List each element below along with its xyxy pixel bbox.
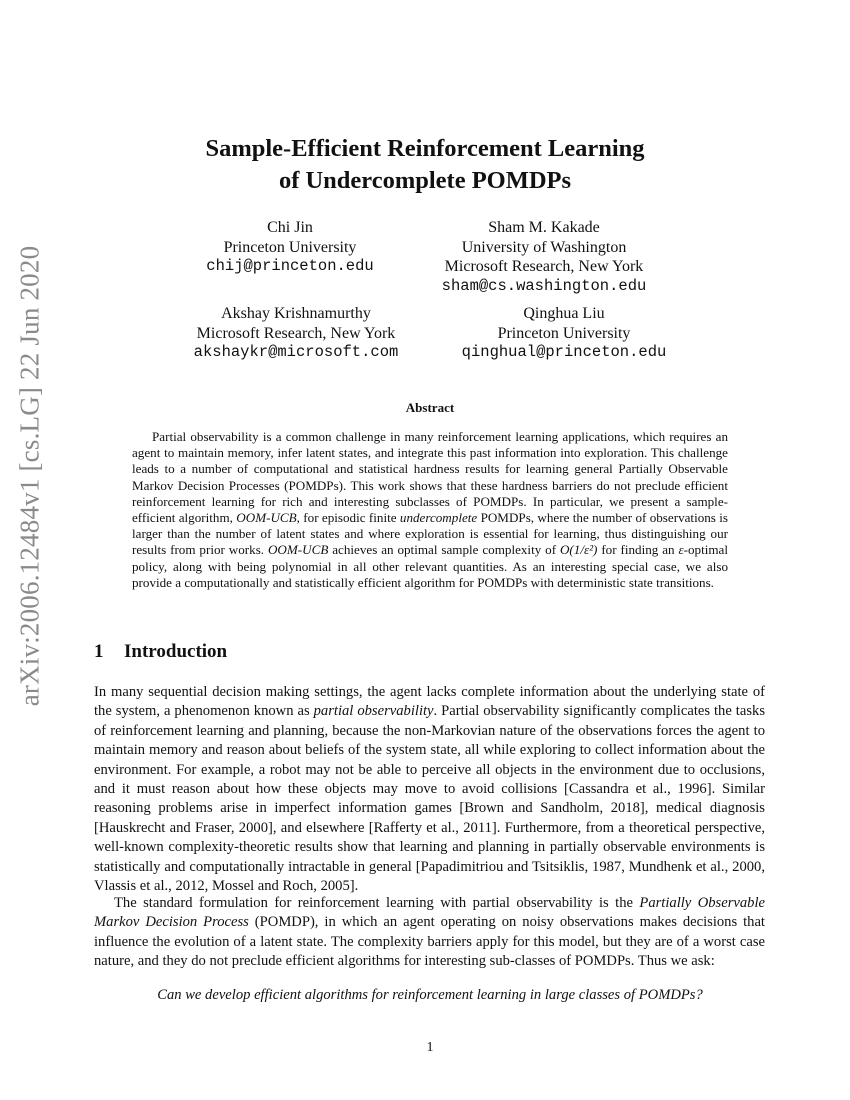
abstract-text: Partial observability is a common challenge in many reinforcement learning applications, which requires an agent to maintain memory, infer latent states, and integrate this past information into exploration. This challenge leads to a number of computational and statistical hardness results for learning general Partially Observable Markov Decision Processes (POMDPs). This work shows that these hardness barriers do not preclude efficient reinforcement learning for rich and interesting subclasses of POMDPs. In particular, we present a sample-efficient algorithm, OOM-UCB, for episodic finite undercomplete POMDPs, where the number of observations is larger than the number of latent states and where exploration is essential for learning, thus distinguishing our results from prior works. OOM-UCB achieves an optimal sample complexity of O(1/ε²) for finding an ε-optimal policy, along with being polynomial in all other relevant quantities. As an interesting special case, we also provide a computationally and statistically efficient algorithm for POMDPs with deterministic state transitions. [132, 429, 729, 590]
author-name: Sham M. Kakade [488, 219, 600, 236]
author-block-1 [190, 218, 390, 277]
title-line-1: Sample-Efficient Reinforcement Learning [205, 135, 645, 162]
author-email: sham@cs.washington.edu [441, 276, 647, 295]
author-affiliation: University of Washington [461, 238, 627, 256]
research-question: Can we develop efficient algorithms for reinforcement learning in large classes of POMDPs? [157, 987, 703, 1003]
intro-paragraph-2: The standard formulation for reinforcement learning with partial observability is the Partially Observable Markov Decision Process (POMDP), in which an agent operating on noisy observations makes decisions that influence the evolution of a latent state. The complexity barriers apply for this model, but they are of a worst case nature, and they do not preclude efficient algorithms for interesting sub-classes of POMDPs. Thus we ask: [94, 895, 765, 970]
author-name: Qinghua Liu [523, 305, 605, 322]
author-affiliation: Princeton University [223, 238, 357, 256]
author-affiliation: Princeton University [497, 324, 631, 342]
author-email: chij@princeton.edu [206, 257, 374, 275]
arxiv-identifier: arXiv:2006.12484v1 [cs.LG] 22 Jun 2020 [14, 245, 45, 707]
section-number: 1 [94, 641, 104, 662]
author-block-3 [166, 304, 426, 363]
section-title: Introduction [124, 641, 228, 662]
author-affiliation: Microsoft Research, New York [444, 258, 644, 275]
author-name: Akshay Krishnamurthy [221, 305, 371, 322]
paper-title [0, 133, 850, 197]
algorithm-name: OOM-UCB [236, 510, 297, 526]
intro-paragraph-1: In many sequential decision making settings, the agent lacks complete information about the underlying state of the system, a phenomenon known as partial observability. Partial observability significantly complicates the tasks of reinforcement learning and planning, because the non-Markovian nature of the observations forces the agent to maintain memory and reason about beliefs of the system state, all while exploring to collect information about the environment. For example, a robot may not be able to perceive all objects in the environment due to occlusions, and it must reason about how these objects may move to avoid collisions [Cassandra et al., 1996]. Similar reasoning problems arise in imperfect information games [Brown and Sandholm, 2018], medical diagnosis [Hauskrecht and Fraser, 2000], and elsewhere [Rafferty et al., 2011]. Furthermore, from a theoretical perspective, well-known complexity-theoretic results show that learning and planning in partially observable environments is statistically and computationally intractable in general [Papadimitriou and Tsitsiklis, 1987, Mundhenk et al., 2000, Vlassis et al., 2012, Mossel and Roch, 2005]. [94, 684, 765, 895]
algorithm-name: OOM-UCB [267, 542, 329, 558]
term-partial-observability: partial observability [313, 703, 434, 720]
title-line-2: of Undercomplete POMDPs [278, 167, 572, 194]
author-name: Chi Jin [267, 219, 313, 236]
author-email: qinghual@princeton.edu [461, 343, 667, 361]
emphasis-undercomplete: undercomplete [399, 510, 478, 526]
complexity-formula: O(1/ε²) [559, 542, 598, 558]
page-number: 1 [426, 1040, 434, 1055]
section-heading-introduction [94, 641, 227, 663]
author-block-4 [434, 304, 694, 363]
epsilon-symbol: ε [678, 542, 684, 558]
abstract-heading: Abstract [405, 400, 455, 415]
author-block-2 [414, 218, 674, 296]
arxiv-sidebar [0, 245, 60, 707]
author-affiliation: Microsoft Research, New York [196, 324, 396, 342]
author-email: akshaykr@microsoft.com [193, 343, 399, 361]
term-pomdp: Partially Observable Markov Decision Process [94, 895, 765, 931]
